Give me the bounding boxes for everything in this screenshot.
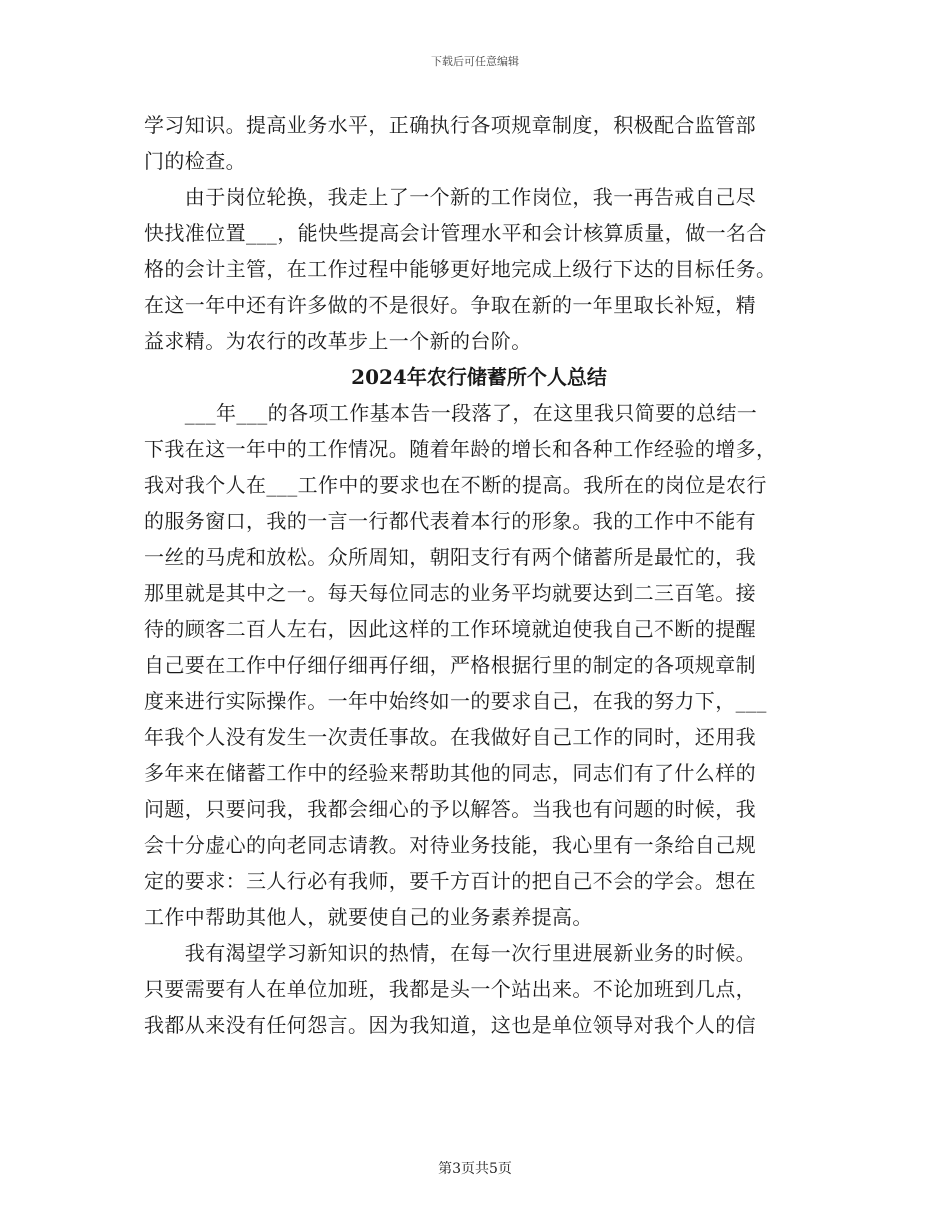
text-line: 由于岗位轮换，我走上了一个新的工作岗位，我一再告戒自己尽 [144,185,756,209]
text-line: 自己要在工作中仔细仔细再仔细，严格根据行里的制定的各项规章制 [144,653,756,677]
text-line: 门的检查。 [144,149,246,173]
text-line: 一丝的马虎和放松。众所周知，朝阳支行有两个储蓄所是最忙的，我 [144,545,756,569]
text-line: 那里就是其中之一。每天每位同志的业务平均就要达到二三百笔。接 [144,581,756,605]
text-line: 问题，只要问我，我都会细心的予以解答。当我也有问题的时候，我 [144,797,756,821]
text-line: 待的顾客二百人左右，因此这样的工作环境就迫使我自己不断的提醒 [144,617,756,641]
text-line: 多年来在储蓄工作中的经验来帮助其他的同志，同志们有了什么样的 [144,761,756,785]
text-line: 我对我个人在___工作中的要求也在不断的提高。我所在的岗位是农行 [144,473,767,497]
text-line: 只要需要有人在单位加班，我都是头一个站出来。不论加班到几点， [144,977,756,1001]
text-line: 年我个人没有发生一次责任事故。在我做好自己工作的同时，还用我 [144,725,756,749]
text-line: 格的会计主管，在工作过程中能够更好地完成上级行下达的目标任务。 [144,257,777,281]
text-line: 工作中帮助其他人，就要使自己的业务素养提高。 [144,905,593,929]
page-header-note: 下载后可任意编辑 [431,55,519,68]
text-line: 我有渴望学习新知识的热情，在每一次行里进展新业务的时候。 [144,941,756,965]
text-line: 在这一年中还有许多做的不是很好。争取在新的一年里取长补短，精 [144,293,756,317]
page-number: 第3页共5页 [438,1161,512,1177]
paragraph [144,107,824,179]
text-line: 学习知识。提高业务水平，正确执行各项规章制度，积极配合监管部 [144,113,756,137]
text-line: 度来进行实际操作。一年中始终如一的要求自己，在我的努力下，___ [144,689,767,713]
paragraph [144,179,824,359]
text-line: 快找准位置___，能快些提高会计管理水平和会计核算质量，做一名合 [144,221,767,245]
text-line: ___年___的各项工作基本告一段落了，在这里我只简要的总结一 [144,401,758,425]
text-line: 定的要求：三人行必有我师，要千方百计的把自己不会的学会。想在 [144,869,756,893]
paragraph [144,935,824,1043]
text-line: 会十分虚心的向老同志请教。对待业务技能，我心里有一条给自己规 [144,833,756,857]
section-heading: 2024年农行储蓄所个人总结 [351,365,607,389]
paragraph [144,395,824,935]
text-line: 下我在这一年中的工作情况。随着年龄的增长和各种工作经验的增多， [144,437,777,461]
text-line: 的服务窗口，我的一言一行都代表着本行的形象。我的工作中不能有 [144,509,756,533]
text-line: 我都从来没有任何怨言。因为我知道，这也是单位领导对我个人的信 [144,1013,756,1037]
text-line: 益求精。为农行的改革步上一个新的台阶。 [144,329,532,353]
document-body [144,107,824,1043]
